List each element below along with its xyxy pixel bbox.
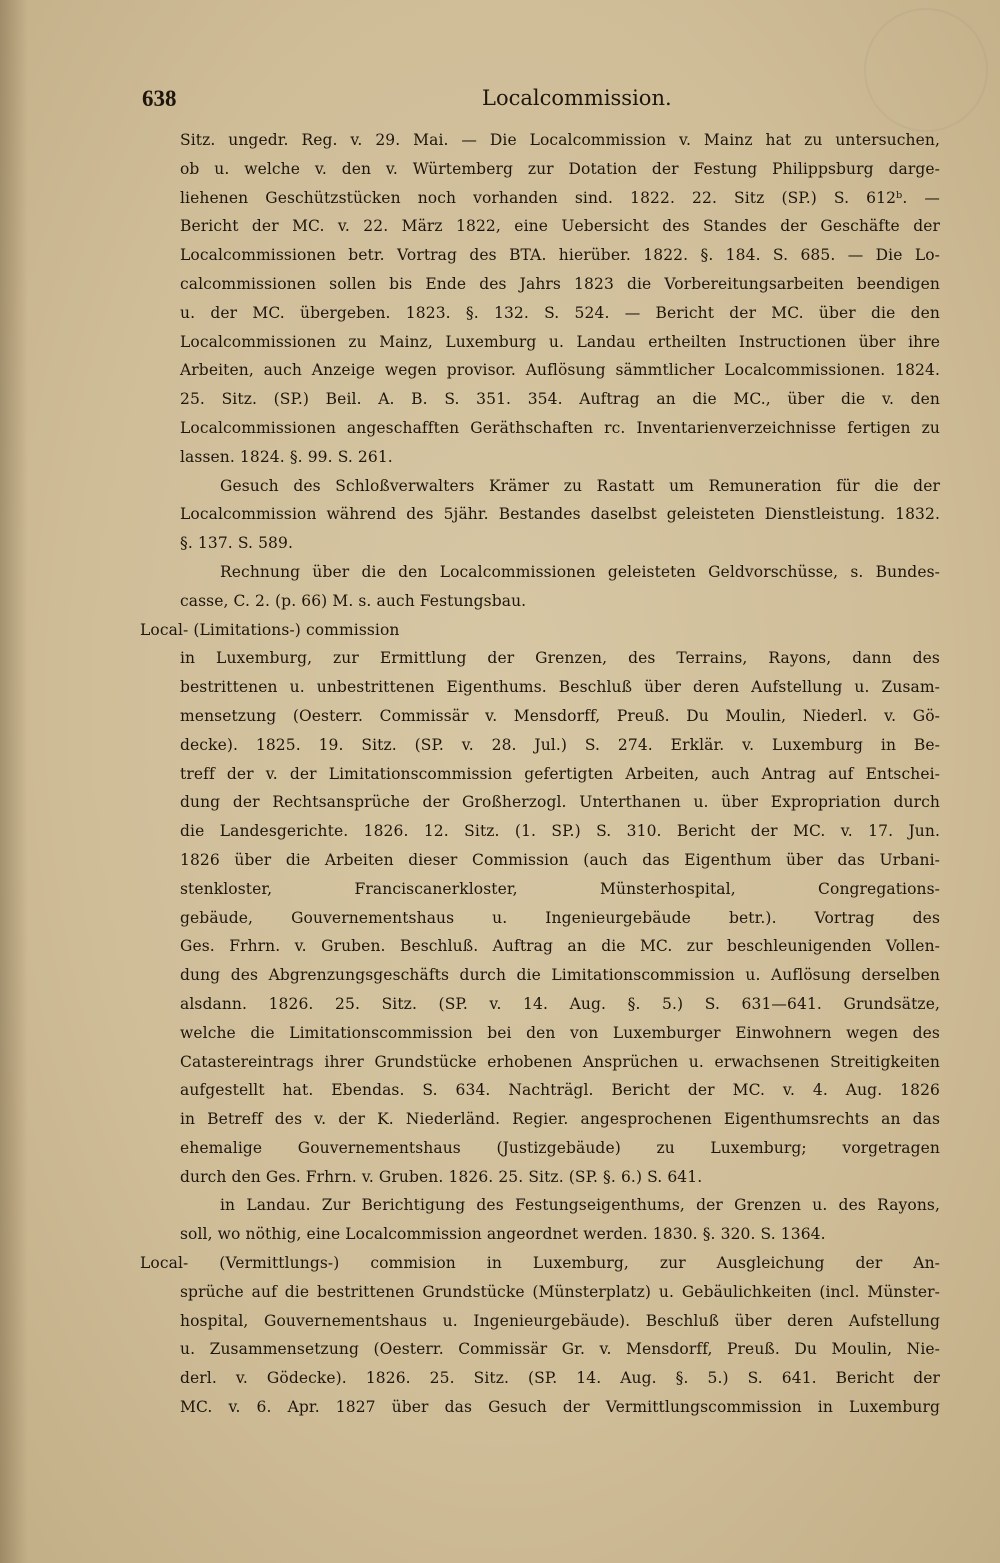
text-line: dung der Rechtsansprüche der Großherzogl. Unterthanen u. über Expropriation durch (180, 793, 940, 812)
text-line: derl. v. Gödecke). 1826. 25. Sitz. (SP. 14. Aug. §. 5.) S. 641. Bericht der (180, 1369, 940, 1388)
text-line: treff der v. der Limitationscommission gefertigten Arbeiten, auch Antrag auf Entschei- (180, 764, 940, 783)
text-line: in Landau. Zur Berichtigung des Festungseigenthums, der Grenzen u. des Rayons, (220, 1196, 940, 1215)
text-line: durch den Ges. Frhrn. v. Gruben. 1826. 25. Sitz. (SP. §. 6.) S. 641. (180, 1167, 703, 1186)
text-line: decke). 1825. 19. Sitz. (SP. v. 28. Jul.) S. 274. Erklär. v. Luxemburg in Be- (180, 735, 940, 754)
text-line: u. Zusammensetzung (Oesterr. Commissär Gr. v. Mensdorff, Preuß. Du Moulin, Nie- (180, 1340, 940, 1359)
spine-shadow (0, 0, 28, 1563)
text-line: dung des Abgrenzungsgeschäfts durch die Limitationscommission u. Auflösung derselben (180, 966, 940, 985)
page-header (142, 86, 952, 122)
text-line: MC. v. 6. Apr. 1827 über das Gesuch der Vermittlungscommission in Luxemburg (180, 1398, 940, 1417)
text-line: ob u. welche v. den v. Würtemberg zur Dotation der Festung Philippsburg darge- (180, 159, 940, 178)
text-line: Gesuch des Schloßverwalters Krämer zu Rastatt um Remuneration für die der (220, 476, 940, 495)
text-line: Localcommissionen zu Mainz, Luxemburg u. Landau ertheilten Instructionen über ihre (180, 332, 940, 351)
text-line: stenkloster, Franciscanerkloster, Münsterhospital, Congregations- (180, 879, 940, 898)
text-line: Ges. Frhrn. v. Gruben. Beschluß. Auftrag an die MC. zur beschleunigenden Vollen- (180, 937, 940, 956)
text-line: soll, wo nöthig, eine Localcommission angeordnet werden. 1830. §. 320. S. 1364. (180, 1225, 826, 1244)
text-line: die Landesgerichte. 1826. 12. Sitz. (1. SP.) S. 310. Bericht der MC. v. 17. Jun. (180, 822, 940, 841)
text-line: alsdann. 1826. 25. Sitz. (SP. v. 14. Aug. §. 5.) S. 631—641. Grundsätze, (180, 994, 940, 1013)
text-line: gebäude, Gouvernementshaus u. Ingenieurgebäude betr.). Vortrag des (180, 908, 940, 927)
text-line: calcommissionen sollen bis Ende des Jahrs 1823 die Vorbereitungsarbeiten beendigen (180, 274, 940, 293)
text-line: Localcommissionen betr. Vortrag des BTA. hierüber. 1822. §. 184. S. 685. — Die Lo- (180, 246, 940, 265)
text-line: Localcommissionen angeschafften Geräthschaften rc. Inventarienverzeichnisse fertigen zu (180, 418, 940, 437)
text-line: Local- (Vermittlungs-) commision in Luxemburg, zur Ausgleichung der An- (140, 1254, 940, 1273)
text-line: ehemalige Gouvernementshaus (Justizgebäude) zu Luxemburg; vorgetragen (180, 1138, 940, 1157)
page-number: 638 (142, 86, 177, 111)
text-line: welche die Limitationscommission bei den von Luxemburger Einwohnern wegen des (180, 1023, 940, 1042)
text-line: lassen. 1824. §. 99. S. 261. (180, 447, 393, 466)
text-line: Catastereintrags ihrer Grundstücke erhobenen Ansprüchen u. erwachsenen Streitigkeiten (180, 1052, 940, 1071)
text-line: casse, C. 2. (p. 66) M. s. auch Festungsbau. (180, 591, 527, 610)
text-line: 25. Sitz. (SP.) Beil. A. B. S. 351. 354. Auftrag an die MC., über die v. den (180, 390, 940, 409)
text-line: sprüche auf die bestrittenen Grundstücke (Münsterplatz) u. Gebäulichkeiten (incl. Münster- (180, 1282, 940, 1301)
running-title: Localcommission. (482, 86, 672, 110)
text-line: Sitz. ungedr. Reg. v. 29. Mai. — Die Localcommission v. Mainz hat zu untersuchen, (180, 131, 940, 149)
text-line: aufgestellt hat. Ebendas. S. 634. Nachträgl. Bericht der MC. v. 4. Aug. 1826 (180, 1081, 940, 1100)
text-line: in Betreff des v. der K. Niederländ. Regier. angesprochenen Eigenthumsrechts an das (180, 1110, 940, 1129)
text-line: Arbeiten, auch Anzeige wegen provisor. Auflösung sämmtlicher Localcommissionen. 1824. (180, 361, 940, 380)
text-line: in Luxemburg, zur Ermittlung der Grenzen, des Terrains, Rayons, dann des (180, 649, 940, 668)
text-line: liehenen Geschützstücken noch vorhanden sind. 1822. 22. Sitz (SP.) S. 612ᵇ. — (180, 188, 940, 207)
text-line: mensetzung (Oesterr. Commissär v. Mensdorff, Preuß. Du Moulin, Niederl. v. Gö- (180, 706, 940, 725)
text-line: §. 137. S. 589. (180, 534, 293, 553)
text-line: Bericht der MC. v. 22. März 1822, eine Uebersicht des Standes der Geschäfte der (180, 217, 940, 236)
text-line: 1826 über die Arbeiten dieser Commission (auch das Eigenthum über das Urbani- (180, 850, 940, 869)
text-line: bestrittenen u. unbestrittenen Eigenthums. Beschluß über deren Aufstellung u. Zusam- (180, 678, 940, 697)
text-line: hospital, Gouvernementshaus u. Ingenieurgebäude). Beschluß über deren Aufstellung (180, 1311, 940, 1330)
text-line: Rechnung über die den Localcommissionen geleisteten Geldvorschüsse, s. Bundes- (220, 562, 940, 581)
text-line: Localcommission während des 5jähr. Bestandes daselbst geleisteten Dienstleistung. 1832. (180, 505, 940, 524)
text-line: Local- (Limitations-) commission (140, 620, 400, 639)
text-line: u. der MC. übergeben. 1823. §. 132. S. 524. — Bericht der MC. über die den (180, 303, 940, 322)
index-text-block (140, 126, 940, 1422)
